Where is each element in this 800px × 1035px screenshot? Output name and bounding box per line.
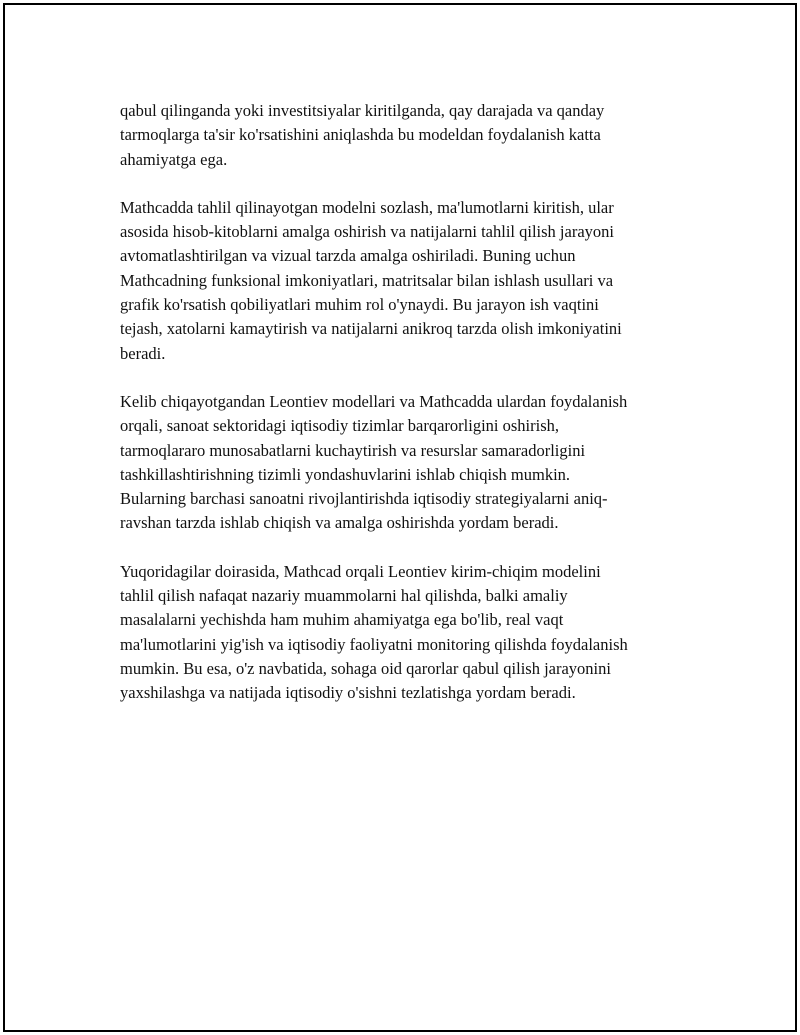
text-line: masalalarni yechishda ham muhim ahamiyatga ega bo'lib, real vaqt [120,610,564,630]
text-line: qabul qilinganda yoki investitsiyalar kiritilganda, qay darajada va qanday [120,101,605,120]
text-line: tashkillashtirishning tizimli yondashuvlarini ishlab chiqish mumkin. [120,464,571,484]
document-body [120,99,700,730]
text-line: Yuqoridagilar doirasida, Mathcad orqali Leontiev kirim-chiqim modelini [120,561,601,581]
paragraph-3 [120,390,700,536]
text-line: asosida hisob-kitoblarni amalga oshirish va natijalarni tahlil qilish jarayoni [120,222,614,242]
text-line: ma'lumotlarini yig'ish va iqtisodiy faoliyatni monitoring qilishda foydalanish [120,634,628,654]
text-line: tahlil qilish nafaqat nazariy muammolarni hal qilishda, balki amaliy [120,586,568,606]
paragraph-2 [120,196,700,366]
text-line: Kelib chiqayotgandan Leontiev modellari va Mathcadda ulardan foydalanish [120,391,628,411]
text-line: Mathcadda tahlil qilinayotgan modelni sozlash, ma'lumotlarni kiritish, ular [120,197,614,217]
text-line: ahamiyatga ega. [120,149,228,169]
text-line: tarmoqlarga ta'sir ko'rsatishini aniqlashda bu modeldan foydalanish katta [120,125,601,145]
text-line: avtomatlashtirilgan va vizual tarzda amalga oshiriladi. Buning uchun [120,246,576,266]
text-line: ravshan tarzda ishlab chiqish va amalga oshirishda yordam beradi. [120,513,559,533]
text-line: orqali, sanoat sektoridagi iqtisodiy tizimlar barqarorligini oshirish, [120,416,559,436]
text-line: tejash, xatolarni kamaytirish va natijalarni anikroq tarzda olish imkoniyatini [120,319,622,339]
text-line: Mathcadning funksional imkoniyatlari, matritsalar bilan ishlash usullari va [120,270,614,290]
text-line: mumkin. Bu esa, o'z navbatida, sohaga oid qarorlar qabul qilish jarayonini [120,658,611,678]
text-line: tarmoqlararo munosabatlarni kuchaytirish va resurslar samaradorligini [120,440,586,460]
text-line: beradi. [120,343,166,363]
paragraph-4 [120,560,700,706]
text-line: Bularning barchasi sanoatni rivojlantirishda iqtisodiy strategiyalarni aniq- [120,489,608,509]
text-line: yaxshilashga va natijada iqtisodiy o'sishni tezlatishga yordam beradi. [120,683,576,703]
page-frame [3,3,797,1032]
text-line: grafik ko'rsatish qobiliyatlari muhim rol o'ynaydi. Bu jarayon ish vaqtini [120,295,599,315]
paragraph-1 [120,99,700,172]
